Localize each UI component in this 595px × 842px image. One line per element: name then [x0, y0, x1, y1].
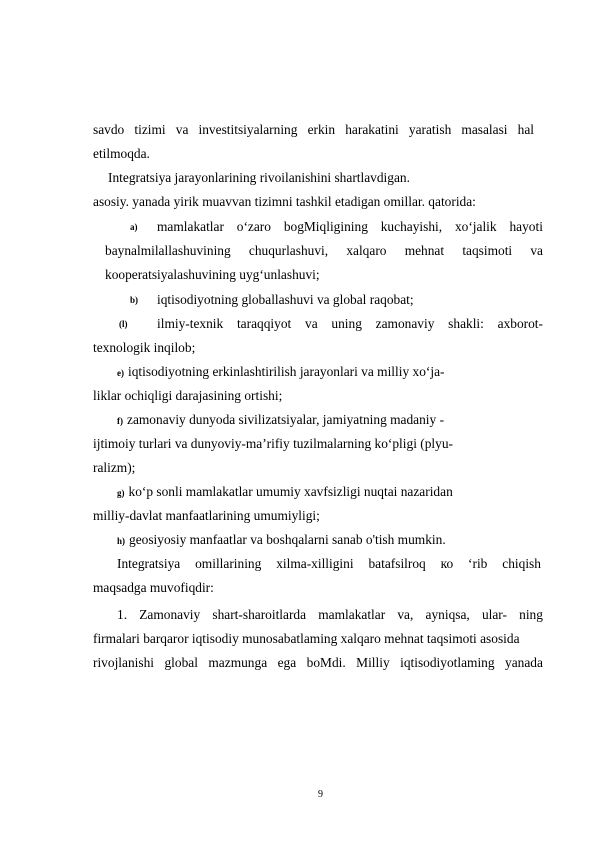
item-g-text: ko‘p sonli mamlakatlar umumiy xavfsizligi nuqtai nazaridan	[128, 484, 453, 499]
item-a-line-3: kooperatsiyalashuvining uyg‘unlashuvi;	[105, 267, 320, 282]
word: Zamonaviy	[139, 607, 201, 622]
word: mazmunga	[208, 655, 268, 670]
item-f-line-3: ralizm);	[93, 460, 136, 475]
word: ular-	[481, 607, 507, 622]
item-e-line-2: liklar ochiqligi darajasining ortishi;	[93, 388, 283, 403]
word: iqtisodiyotlaming	[400, 655, 495, 670]
word: ayniqsa,	[425, 607, 470, 622]
word: bogMiqligining	[283, 219, 368, 234]
word: shakli:	[448, 316, 484, 331]
word: hal	[517, 122, 534, 137]
word: xo‘jalik	[454, 219, 497, 234]
word: o‘zaro	[236, 219, 271, 234]
word: yanada	[505, 655, 543, 670]
word: ilmiy-texnik	[157, 316, 224, 331]
item-d-line-2: texnologik inqilob;	[93, 340, 196, 355]
word: Integratsiya	[117, 556, 181, 571]
word: kuchayishi,	[380, 219, 443, 234]
word: ning	[519, 607, 543, 622]
word: uning	[331, 316, 362, 331]
word: taraqqiyot	[236, 316, 292, 331]
line-1	[93, 122, 534, 138]
word: baynalmilallashuvining	[105, 243, 231, 258]
item-d-line-1	[157, 316, 543, 332]
item-b-line-1: iqtisodiyotning globallashuvi va global raqobat;	[157, 292, 414, 307]
word: zamonaviy	[375, 316, 435, 331]
item-a-line-2	[105, 243, 543, 259]
item-f-marker: f)	[117, 416, 123, 426]
word: shart-sharoitlarda	[212, 607, 307, 622]
page-number: 9	[318, 789, 323, 800]
word: mehnat	[404, 243, 445, 258]
word: va,	[397, 607, 414, 622]
para-1-line-3	[93, 655, 543, 671]
word: xilma-xilligini	[276, 556, 354, 571]
item-g-line-2: milliy-davlat manfaatlarining umumiyligi;	[93, 508, 320, 523]
word: xalqaro	[346, 243, 387, 258]
word: hayoti	[509, 219, 543, 234]
word: ко	[440, 556, 454, 571]
word: boMdi.	[306, 655, 346, 670]
item-h-text: geosiyosiy manfaatlar va boshqalarni sanab o'tish mumkin.	[129, 532, 446, 547]
item-h-marker: h)	[117, 536, 126, 546]
word: mamlakatlar	[157, 219, 224, 234]
word: taqsimoti	[462, 243, 513, 258]
word: va	[530, 243, 543, 258]
word: yaratish	[408, 122, 452, 137]
word: tizimi	[134, 122, 166, 137]
word: chiqish	[502, 556, 541, 571]
word: ‘rib	[468, 556, 488, 571]
word: global	[164, 655, 198, 670]
word: rivojlanishi	[93, 655, 154, 670]
integration-line-2: maqsadga muvofiqdir:	[93, 580, 214, 595]
item-d-marker: (l)	[119, 319, 128, 329]
item-g-line-1	[117, 484, 453, 501]
item-b-marker: b)	[130, 295, 139, 305]
word: harakatini	[345, 122, 399, 137]
word: masalasi	[461, 122, 508, 137]
item-a-marker: a)	[130, 222, 138, 232]
item-f-line-2: ijtimoiy turlari va dunyoviy-ma’rifiy tuzilmalarning ko‘pligi (plyu-	[93, 436, 453, 451]
item-f-line-1	[117, 412, 444, 429]
word: erkin	[307, 122, 336, 137]
word: va	[305, 316, 318, 331]
item-e-line-1	[117, 364, 445, 381]
word: chuqurlashuvi,	[248, 243, 329, 258]
word: batafsilroq	[368, 556, 426, 571]
item-g-marker: g)	[117, 488, 125, 498]
word: 1.	[117, 607, 128, 622]
item-h-line-1	[117, 532, 446, 549]
line-2: etilmoqda.	[93, 146, 150, 161]
word: Milliy	[356, 655, 390, 670]
line-4: asosiy. yanada yirik muavvan tizimni tashkil etadigan omillar. qatorida:	[93, 194, 476, 209]
word: savdo	[93, 122, 125, 137]
item-e-marker: e)	[117, 368, 124, 378]
word: mamlakatlar	[318, 607, 386, 622]
para-1-line-2: firmalari barqaror iqtisodiy munosabatlaming xalqaro mehnat taqsimoti asosida	[93, 631, 520, 646]
item-f-text: zamonaviy dunyoda sivilizatsiyalar, jamiyatning madaniy -	[127, 412, 445, 427]
word: axborot-	[497, 316, 543, 331]
para-1-line-1	[117, 607, 543, 623]
word: investitsiyalarning	[198, 122, 298, 137]
integration-line-1	[117, 556, 541, 572]
word: va	[175, 122, 189, 137]
item-e-text: iqtisodiyotning erkinlashtirilish jarayonlari va milliy xo‘ja-	[128, 364, 445, 379]
word: omillarining	[195, 556, 262, 571]
item-a-line-1	[157, 219, 543, 235]
word: ega	[277, 655, 297, 670]
line-3: Integratsiya jarayonlarining rivoilanishini shartlavdigan.	[108, 170, 410, 185]
